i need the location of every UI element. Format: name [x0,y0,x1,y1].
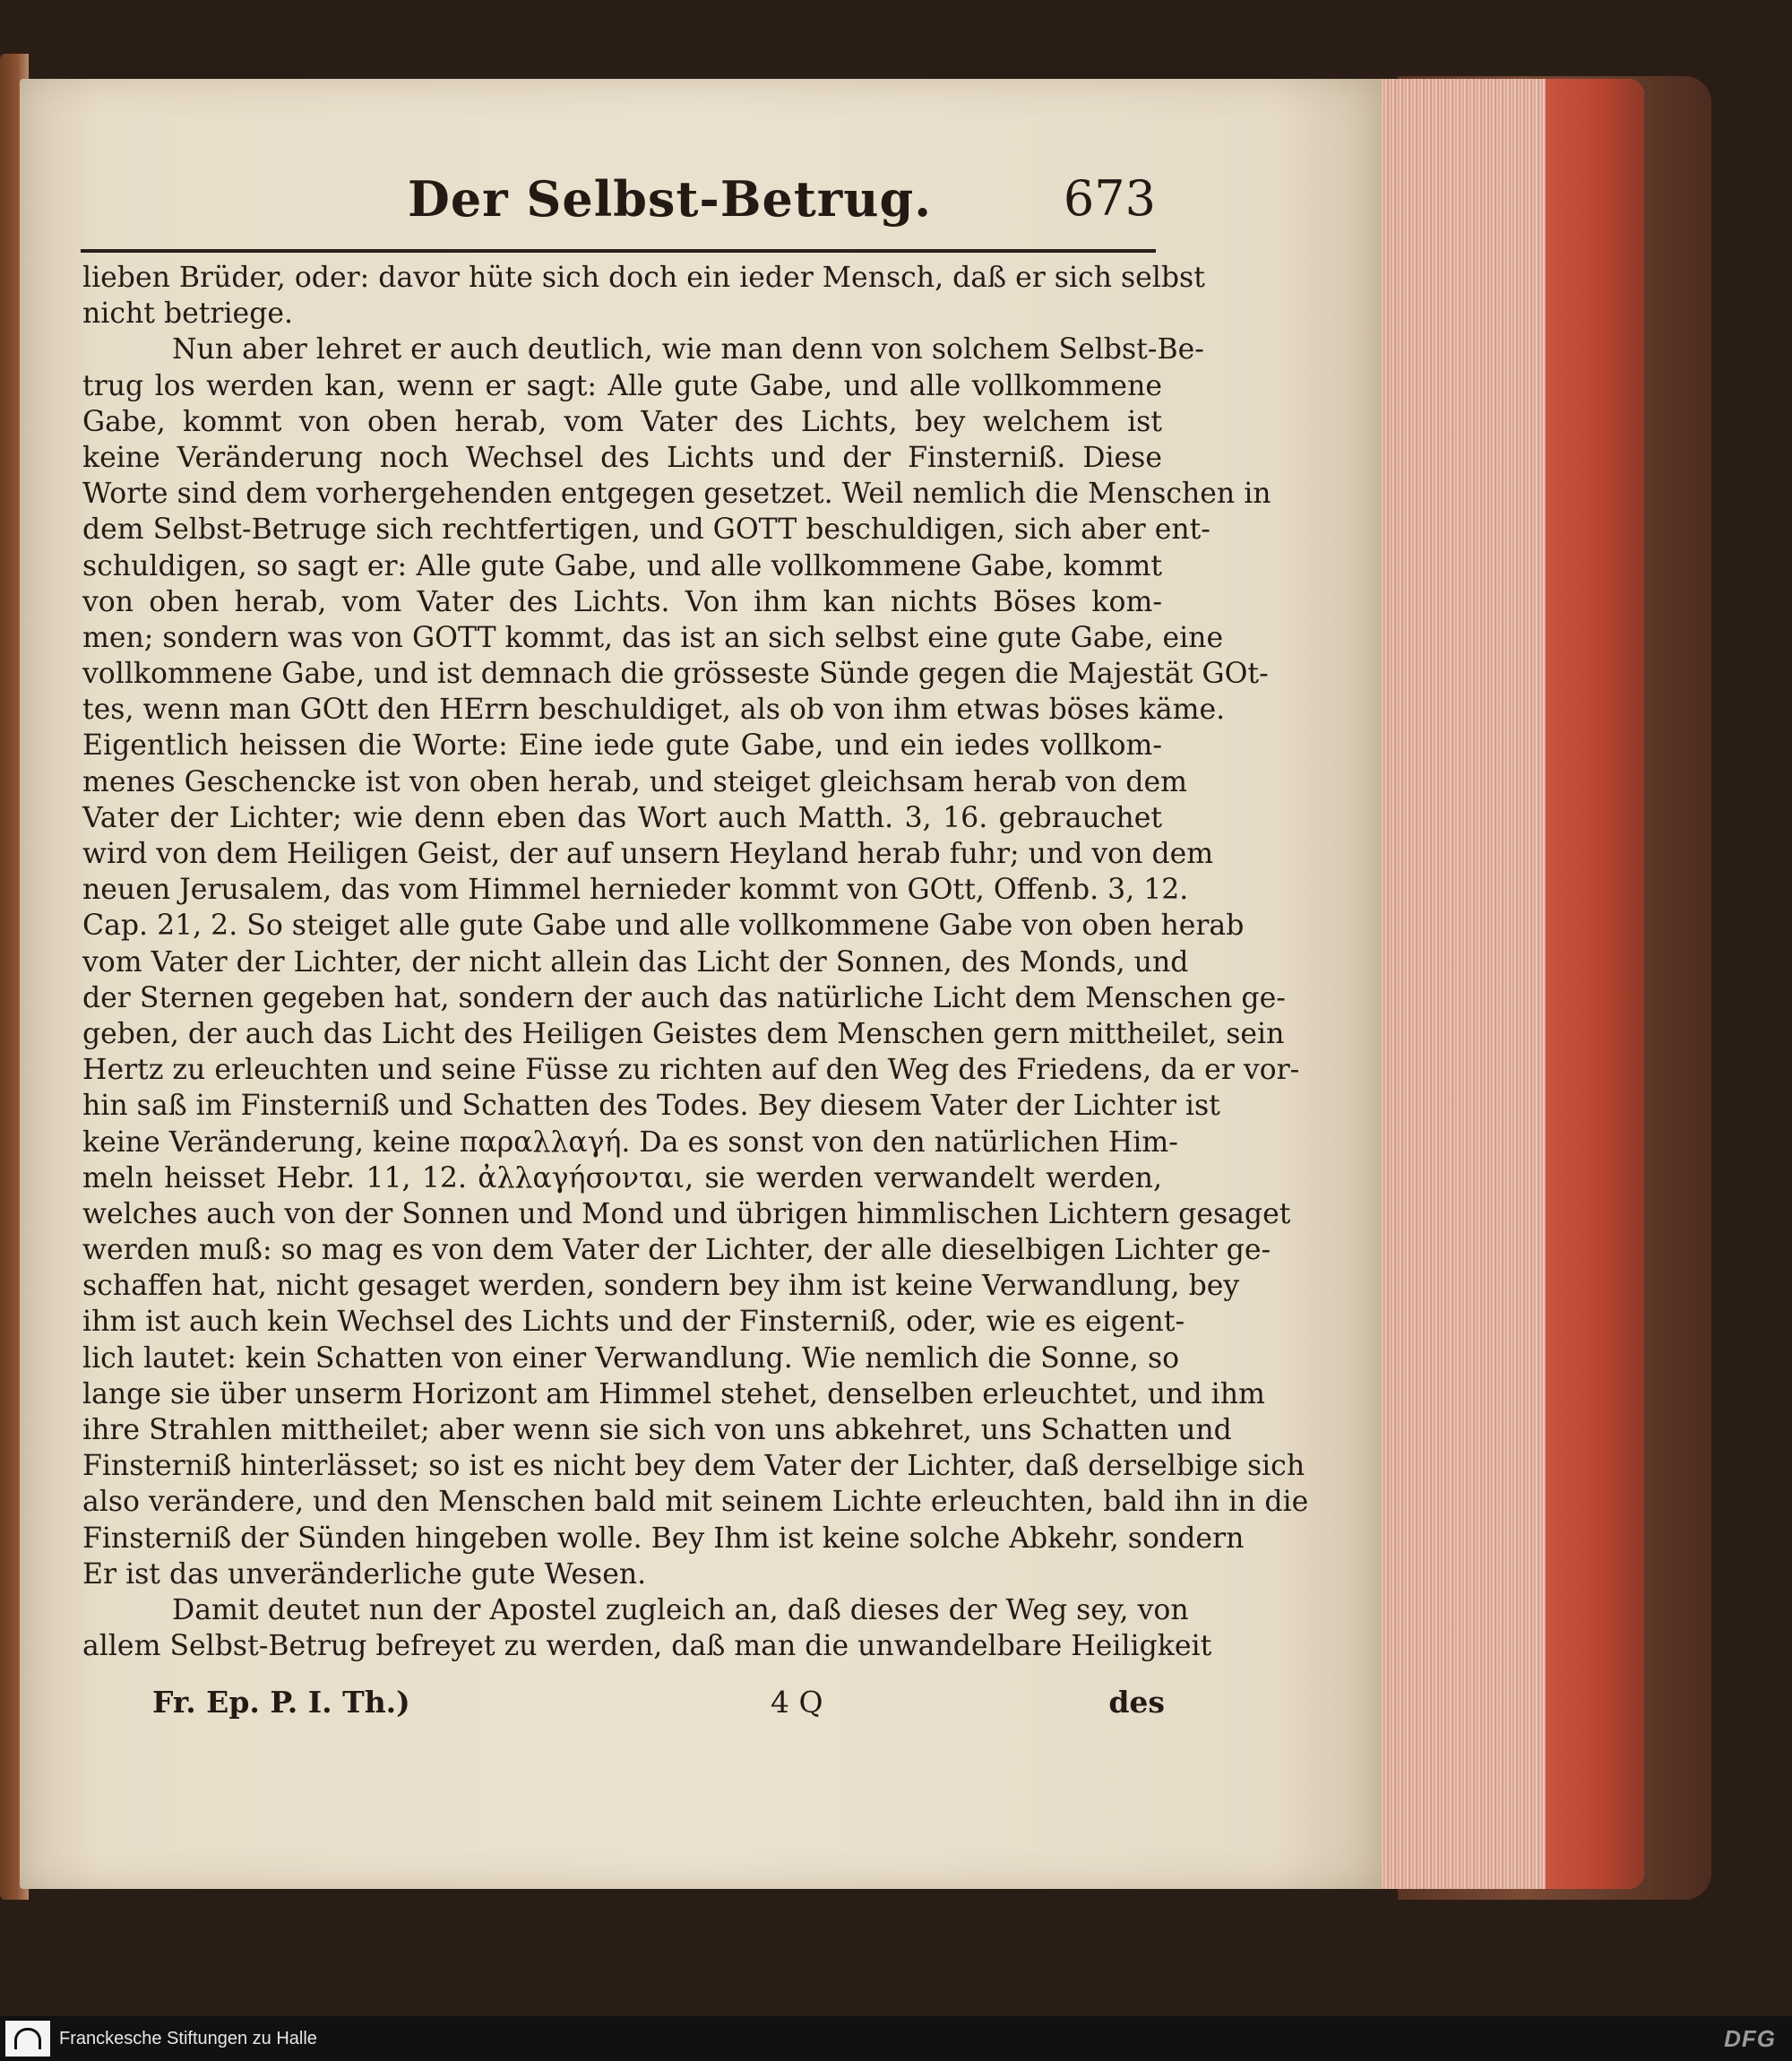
text-line: Hertz zu erleuchten und seine Füsse zu richten auf den Weg des Friedens, da er vor- [82,1054,1300,1087]
text-line: Gabe, kommt von oben herab, vom Vater des Lichts, bey welchem ist [82,405,1162,438]
text-line: keine Veränderung noch Wechsel des Lichts und der Finsterniß. Diese [82,441,1162,474]
text-line: meln heisset Hebr. 11, 12. ἀλλαγήσονται, sie werden verwandelt werden, [82,1161,1162,1194]
text-line: werden muß: so mag es von dem Vater der Lichter, der alle dieselbigen Lichter ge- [82,1234,1271,1267]
text-line: menes Geschencke ist von oben herab, und steiget gleichsam herab von dem [82,765,1187,798]
header-rule [81,249,1156,253]
text-line: lieben Brüder, oder: davor hüte sich doch ein ieder Mensch, daß er sich selbst [82,262,1205,294]
text-line: also verändere, und den Menschen bald mit seinem Lichte erleuchten, bald ihn in die [82,1486,1309,1519]
page-number: 673 [1063,170,1156,227]
text-line: men; sondern was von GOTT kommt, das ist an sich selbst eine gute Gabe, eine [82,621,1224,654]
text-line: Damit deutet nun der Apostel zugleich an, daß dieses der Weg sey, von [172,1593,1189,1626]
text-line: lange sie über unserm Horizont am Himmel stehet, denselben erleuchtet, und ihm [82,1377,1265,1410]
text-line: schaffen hat, nicht gesaget werden, sondern bey ihm ist keine Verwandlung, bey [82,1270,1240,1303]
text-line: wird von dem Heiligen Geist, der auf unsern Heyland herab fuhr; und von dem [82,838,1214,870]
institution-name[interactable]: Franckesche Stiftungen zu Halle [59,2028,317,2048]
text-line: der Sternen gegeben hat, sondern der auch das natürliche Licht dem Menschen ge- [82,981,1286,1014]
text-line: Er ist das unveränderliche gute Wesen. [82,1557,647,1591]
text-line: lich lautet: kein Schatten von einer Verwandlung. Wie nemlich die Sonne, so [82,1341,1180,1375]
dfg-logo: DFG [1724,2024,1776,2052]
text-line: Eigentlich heissen die Worte: Eine iede gute Gabe, und ein iedes vollkom- [82,729,1162,763]
running-title: Der Selbst-Betrug. [408,170,933,228]
logo-arch-icon [14,2028,41,2049]
text-line: ihre Strahlen mittheilet; aber wenn sie sich von uns abkehret, uns Schatten und [82,1414,1232,1446]
text-line: nicht betriege. [82,298,294,331]
text-line: keine Veränderung, keine παραλλαγή. Da es sonst von den natürlichen Him- [82,1125,1178,1159]
text-line: Nun aber lehret er auch deutlich, wie man denn von solchem Selbst-Be- [172,333,1204,366]
page-header [81,170,1156,251]
text-line: Worte sind dem vorhergehenden entgegen gesetzet. Weil nemlich die Menschen in [82,478,1271,511]
text-line: neuen Jerusalem, das vom Himmel hernieder kommt von GOtt, Offenb. 3, 12. [82,874,1189,907]
sheet-signature: 4 Q [771,1685,823,1720]
viewer-footer-bar [0,2016,1792,2061]
body-text [82,260,1309,1664]
text-line: trug los werden kan, wenn er sagt: Alle gute Gabe, und alle vollkommene [82,369,1162,402]
text-line: dem Selbst-Betruge sich rechtfertigen, und GOTT beschuldigen, sich aber ent- [82,513,1210,547]
text-line: ihm ist auch kein Wechsel des Lichts und der Finsterniß, oder, wie es eigent- [82,1306,1185,1339]
text-line: vollkommene Gabe, und ist demnach die grösseste Sünde gegen die Majestät GOt- [82,658,1269,691]
text-line: vom Vater der Lichter, der nicht allein das Licht der Sonnen, des Monds, und [82,945,1189,979]
text-line: hin saß im Finsterniß und Schatten des Todes. Bey diesem Vater der Lichter ist [82,1090,1220,1123]
signature-mark: Fr. Ep. P. I. Th.) [152,1685,410,1720]
text-line: Vater der Lichter; wie denn eben das Wort auch Matth. 3, 16. gebrauchet [82,801,1162,834]
text-line: tes, wenn man GOtt den HErrn beschuldiget, als ob von ihm etwas böses käme. [82,694,1226,727]
text-line: Cap. 21, 2. So steiget alle gute Gabe und alle vollkommene Gabe von oben herab [82,910,1245,943]
text-line: allem Selbst-Betrug befreyet zu werden, daß man die unwandelbare Heiligkeit [82,1630,1212,1663]
page-footer [152,1685,1165,1729]
text-line: von oben herab, vom Vater des Lichts. Von ihm kan nichts Böses kom- [82,585,1162,618]
text-line: geben, der auch das Licht des Heiligen Geistes dem Menschen gern mittheilet, sein [82,1017,1285,1050]
text-line: welches auch von der Sonnen und Mond und übrigen himmlischen Lichtern gesaget [82,1197,1291,1230]
francke-foundations-logo-icon[interactable] [5,2021,50,2057]
text-line: Finsterniß der Sünden hingeben wolle. Bey Ihm ist keine solche Abkehr, sondern [82,1522,1245,1555]
page-edges-red [1375,79,1644,1889]
catchword: des [1108,1685,1165,1720]
text-line: Finsterniß hinterlässet; so ist es nicht bey dem Vater der Lichter, daß derselbige sich [82,1450,1305,1483]
text-line: schuldigen, so sagt er: Alle gute Gabe, und alle vollkommene Gabe, kommt [82,549,1162,582]
